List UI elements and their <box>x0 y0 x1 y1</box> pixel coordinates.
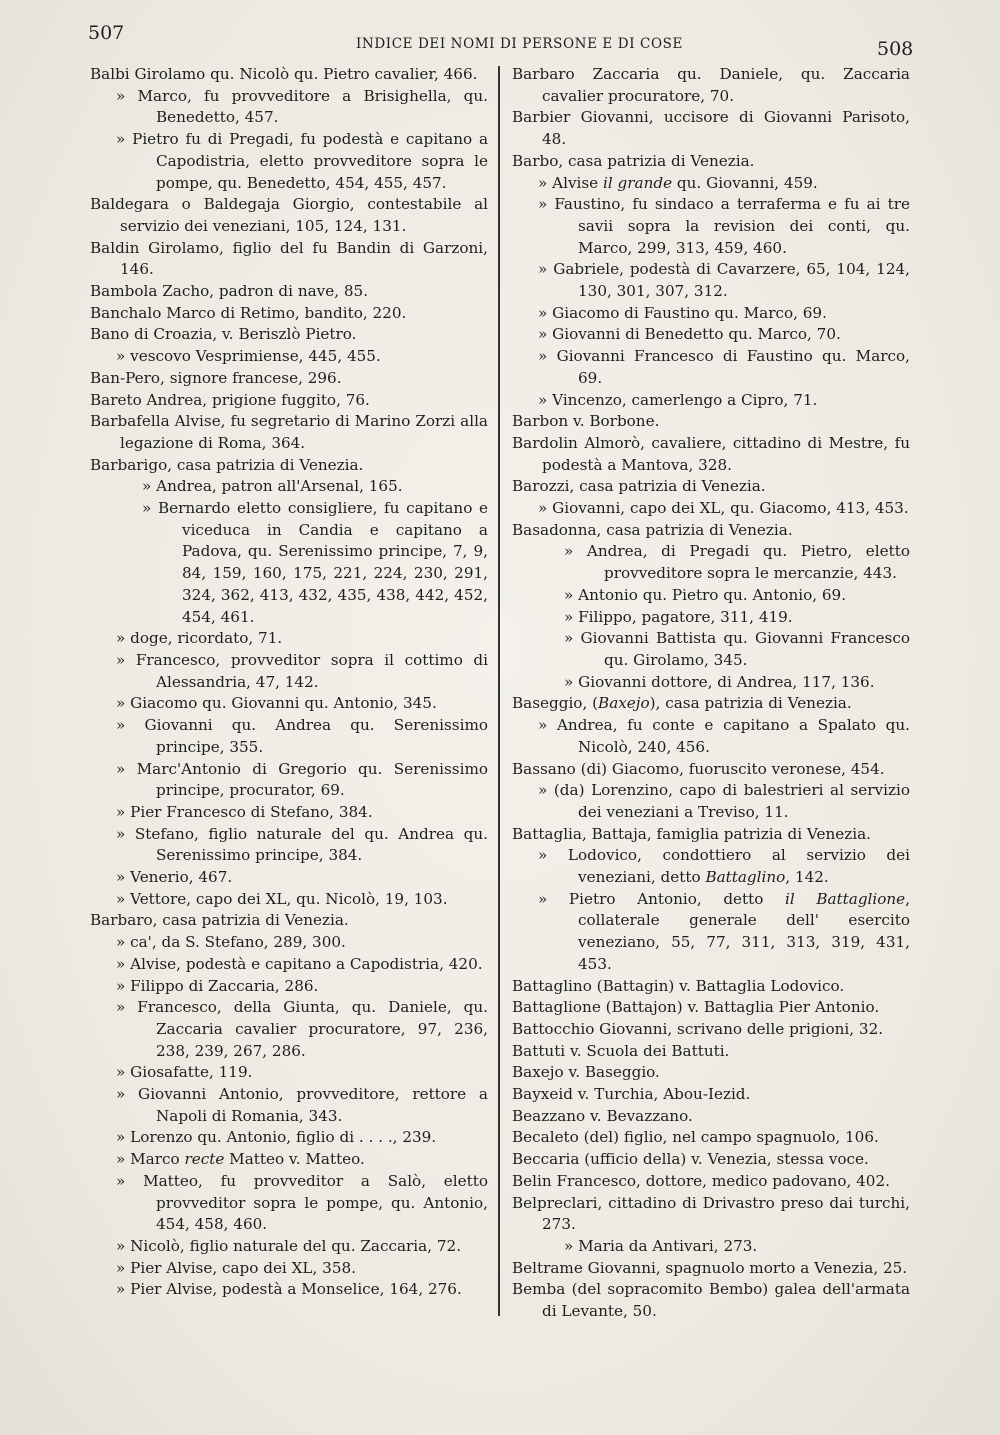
index-entry <box>512 1171 910 1193</box>
index-subentry <box>512 845 910 888</box>
index-subentry <box>90 715 488 758</box>
entry-text: » doge, ricordato, 71. <box>116 629 283 648</box>
index-entry <box>512 759 910 781</box>
index-subentry <box>512 173 910 195</box>
index-subentry <box>90 889 488 911</box>
index-subentry <box>90 954 488 976</box>
entry-text: Baldin Girolamo, figlio del fu Bandin di Garzoni, 146. <box>90 238 488 279</box>
entry-text: Battaglione (Battajon) v. Battaglia Pier Antonio. <box>512 998 880 1017</box>
entry-text: » Giovanni di Benedetto qu. Marco, 70. <box>538 325 841 344</box>
index-entry <box>512 411 910 433</box>
entry-text: Barbafella Alvise, fu segretario di Marino Zorzi alla legazione di Roma, 364. <box>90 412 488 452</box>
index-entry <box>512 1279 910 1322</box>
index-entry <box>90 281 488 303</box>
entry-text: Bardolin Almorò, cavaliere, cittadino di Mestre, fu podestà a Mantova, 328. <box>512 433 910 474</box>
entry-text: » Marco, fu provveditore a Brisighella, qu. Benedetto, 457. <box>116 86 488 127</box>
entry-text: il grande <box>603 173 673 192</box>
entry-text: » Giovanni Antonio, provveditore, rettore a Napoli di Romania, 343. <box>116 1085 488 1125</box>
entry-text: » Giovanni dottore, di Andrea, 117, 136. <box>564 672 875 691</box>
entry-text: Bassano (di) Giacomo, fuoruscito veronese, 454. <box>512 759 885 778</box>
entry-text: Battaglino <box>705 868 786 887</box>
index-subentry <box>90 1279 488 1301</box>
index-column-left <box>90 64 488 1301</box>
entry-text: » (da) Lorenzino, capo di balestrieri al servizio dei veneziani a Treviso, 11. <box>538 781 910 821</box>
entry-text: » Vincenzo, camerlengo a Cipro, 71. <box>538 390 818 409</box>
entry-text: Basadonna, casa patrizia di Venezia. <box>512 520 793 539</box>
index-subentry <box>90 824 488 867</box>
entry-text: Belin Francesco, dottore, medico padovano, 402. <box>512 1171 890 1190</box>
entry-text: Bano di Croazia, v. Beriszlò Pietro. <box>90 325 357 344</box>
entry-text: Barbon v. Borbone. <box>512 412 660 431</box>
entry-text: » Giovanni Battista qu. Giovanni Francesco qu. Girolamo, 345. <box>564 629 910 669</box>
index-entry <box>90 194 488 237</box>
entry-text: Battocchio Giovanni, scrivano delle prigioni, 32. <box>512 1019 884 1038</box>
entry-text: Barbaro, casa patrizia di Venezia. <box>90 911 349 930</box>
entry-text: » Giovanni, capo dei XL, qu. Giacomo, 413, 453. <box>538 499 909 518</box>
index-entry <box>512 976 910 998</box>
entry-text: Bambola Zacho, padron di nave, 85. <box>90 282 369 301</box>
index-entry <box>90 324 488 346</box>
index-subentry <box>90 129 488 194</box>
entry-text: » Nicolò, figlio naturale del qu. Zaccaria, 72. <box>116 1236 462 1255</box>
entry-text: » Pier Alvise, capo dei XL, 358. <box>116 1258 356 1277</box>
index-subentry <box>90 1171 488 1236</box>
index-entry <box>512 1062 910 1084</box>
index-entry <box>512 476 910 498</box>
index-subentry <box>512 715 910 758</box>
entry-text: » Alvise <box>538 173 603 192</box>
entry-text: Baldegara o Baldegaja Giorgio, contestabile al servizio dei veneziani, 105, 124, 131. <box>90 195 488 235</box>
entry-text: Beltrame Giovanni, spagnuolo morto a Venezia, 25. <box>512 1258 908 1277</box>
index-subentry <box>90 759 488 802</box>
index-subentry <box>512 1236 910 1258</box>
index-subentry <box>90 498 488 628</box>
index-subentry <box>90 976 488 998</box>
entry-text: » Maria da Antivari, 273. <box>564 1236 758 1255</box>
entry-text: Barozzi, casa patrizia di Venezia. <box>512 477 766 496</box>
entry-text: Baseggio, ( <box>512 694 599 713</box>
entry-text: » Filippo, pagatore, 311, 419. <box>564 607 793 626</box>
entry-text: il Battaglione <box>785 889 906 908</box>
index-entry <box>90 64 488 86</box>
entry-text: Balbi Girolamo qu. Nicolò qu. Pietro cavalier, 466. <box>90 65 478 83</box>
entry-text: , 142. <box>785 868 829 887</box>
index-entry <box>90 238 488 281</box>
entry-text: » Andrea, fu conte e capitano a Spalato qu. Nicolò, 240, 456. <box>538 716 910 756</box>
index-entry <box>90 303 488 325</box>
index-subentry <box>90 650 488 693</box>
index-subentry <box>90 932 488 954</box>
entry-text: » Marc'Antonio di Gregorio qu. Serenissimo principe, procurator, 69. <box>116 759 488 800</box>
index-subentry <box>90 628 488 650</box>
entry-text: » Matteo, fu provveditor a Salò, eletto provveditor sopra le pompe, qu. Antonio, 454, 458, 460. <box>116 1171 488 1234</box>
index-subentry <box>512 303 910 325</box>
entry-text: » Marco <box>116 1150 185 1169</box>
index-entry <box>512 1084 910 1106</box>
entry-text: Bayxeid v. Turchia, Abou-Iezid. <box>512 1085 751 1104</box>
index-entry <box>512 1127 910 1149</box>
index-entry <box>512 1041 910 1063</box>
entry-text: » Pier Alvise, podestà a Monselice, 164, 276. <box>116 1280 462 1299</box>
entry-text: » Lorenzo qu. Antonio, figlio di . . . ., 239. <box>116 1128 437 1147</box>
entry-text: Battuti v. Scuola dei Battuti. <box>512 1041 730 1060</box>
index-subentry <box>90 997 488 1062</box>
entry-text: Matteo v. Matteo. <box>224 1150 365 1169</box>
entry-text: » Francesco, della Giunta, qu. Daniele, qu. Zaccaria cavalier procuratore, 97, 236, 238, 239, 267, 286. <box>116 998 488 1060</box>
index-entry <box>512 824 910 846</box>
index-subentry <box>90 1236 488 1258</box>
index-entry <box>512 1149 910 1171</box>
entry-text: » Giosafatte, 119. <box>116 1063 253 1082</box>
index-subentry <box>90 867 488 889</box>
index-column-right <box>512 64 910 1323</box>
page-number-right: 508 <box>877 38 914 60</box>
entry-text: Baxejo <box>598 694 650 713</box>
index-subentry <box>512 498 910 520</box>
index-subentry <box>90 802 488 824</box>
entry-text: » Stefano, figlio naturale del qu. Andrea qu. Serenissimo principe, 384. <box>116 824 488 865</box>
entry-text: » Andrea, patron all'Arsenal, 165. <box>142 477 403 496</box>
index-entry <box>512 151 910 173</box>
index-subentry <box>90 1149 488 1171</box>
index-entry <box>90 455 488 477</box>
entry-text: Beccaria (ufficio della) v. Venezia, stessa voce. <box>512 1150 869 1169</box>
index-subentry <box>512 585 910 607</box>
index-entry <box>512 693 910 715</box>
entry-text: Beazzano v. Bevazzano. <box>512 1106 693 1125</box>
index-entry <box>512 1193 910 1236</box>
index-subentry <box>90 1258 488 1280</box>
entry-text: » Filippo di Zaccaria, 286. <box>116 976 319 995</box>
entry-text: » Lodovico, condottiero al servizio dei veneziani, detto <box>538 846 910 887</box>
entry-text: » Pietro fu di Pregadi, fu podestà e capitano a Capodistria, eletto provveditore sopra le pompe, qu. Benedetto, 454, 455, 457. <box>116 130 488 192</box>
entry-text: Belpreclari, cittadino di Drivastro preso dai turchi, 273. <box>512 1193 910 1234</box>
entry-text: » Giovanni Francesco di Faustino qu. Marco, 69. <box>538 347 910 387</box>
index-entry <box>512 997 910 1019</box>
entry-text: » Faustino, fu sindaco a terraferma e fu ai tre savii sopra la revision dei conti, qu. Marco, 299, 313, 459, 460. <box>538 195 910 257</box>
entry-text: Battaglia, Battaja, famiglia patrizia di Venezia. <box>512 824 871 843</box>
index-entry <box>512 433 910 476</box>
index-subentry <box>512 194 910 259</box>
entry-text: , collaterale generale dell' esercito veneziano, 55, 77, 311, 313, 319, 431, 453. <box>578 889 911 973</box>
index-entry <box>512 1258 910 1280</box>
index-subentry <box>512 628 910 671</box>
entry-text: Barbier Giovanni, uccisore di Giovanni Parisoto, 48. <box>512 108 910 149</box>
index-entry <box>512 64 910 107</box>
entry-text: Battaglino (Battagin) v. Battaglia Lodovico. <box>512 976 845 995</box>
index-subentry <box>512 780 910 823</box>
index-subentry <box>512 607 910 629</box>
entry-text: » Vettore, capo dei XL, qu. Nicolò, 19, 103. <box>116 889 448 908</box>
index-entry <box>90 368 488 390</box>
index-entry <box>90 910 488 932</box>
entry-text: » Alvise, podestà e capitano a Capodistria, 420. <box>116 954 483 973</box>
index-entry <box>512 1019 910 1041</box>
index-subentry <box>512 259 910 302</box>
entry-text: » ca', da S. Stefano, 289, 300. <box>116 933 346 952</box>
entry-text: recte <box>184 1150 225 1169</box>
index-subentry <box>90 1127 488 1149</box>
entry-text: » vescovo Vesprimiense, 445, 455. <box>116 347 381 366</box>
entry-text: Becaleto (del) figlio, nel campo spagnuolo, 106. <box>512 1128 879 1147</box>
index-subentry <box>512 541 910 584</box>
index-subentry <box>90 693 488 715</box>
entry-text: » Pietro Antonio, detto <box>538 889 786 908</box>
entry-text: » Francesco, provveditor sopra il cottimo di Alessandria, 47, 142. <box>116 650 488 691</box>
entry-text: Ban-Pero, signore francese, 296. <box>90 368 342 387</box>
entry-text: » Gabriele, podestà di Cavarzere, 65, 104, 124, 130, 301, 307, 312. <box>538 260 910 301</box>
index-entry <box>90 390 488 412</box>
entry-text: Barbarigo, casa patrizia di Venezia. <box>90 455 364 474</box>
entry-text: Baxejo v. Baseggio. <box>512 1063 660 1082</box>
index-subentry <box>90 1084 488 1127</box>
index-subentry <box>512 672 910 694</box>
entry-text: Barbaro Zaccaria qu. Daniele, qu. Zaccaria cavalier procuratore, 70. <box>512 65 910 105</box>
entry-text: » Bernardo eletto consigliere, fu capitano e viceduca in Candia e capitano a Padova, qu. Serenissimo principe, 7, 9, 84, 159, 160, 175, 221, 224, 230, 291, 324, 362, 413, 432, 435, 438, 442, 452, 454, 461. <box>142 499 488 626</box>
index-entry <box>90 411 488 454</box>
entry-text: » Giacomo qu. Giovanni qu. Antonio, 345. <box>116 694 437 713</box>
index-subentry <box>90 346 488 368</box>
page-number-left: 507 <box>88 22 125 44</box>
entry-text: qu. Giovanni, 459. <box>672 173 818 192</box>
index-entry <box>512 520 910 542</box>
entry-text: Bareto Andrea, prigione fuggito, 76. <box>90 390 370 409</box>
entry-text: » Antonio qu. Pietro qu. Antonio, 69. <box>564 585 847 604</box>
entry-text: » Giovanni qu. Andrea qu. Serenissimo principe, 355. <box>116 716 488 756</box>
entry-text: » Venerio, 467. <box>116 868 233 887</box>
entry-text: » Pier Francesco di Stefano, 384. <box>116 802 373 821</box>
index-entry <box>512 1106 910 1128</box>
entry-text: » Giacomo di Faustino qu. Marco, 69. <box>538 303 827 322</box>
index-subentry <box>90 476 488 498</box>
index-subentry <box>512 889 910 976</box>
entry-text: Bemba (del sopracomito Bembo) galea dell'armata di Levante, 50. <box>512 1280 910 1321</box>
column-divider <box>498 66 500 1316</box>
index-subentry <box>512 346 910 389</box>
entry-text: » Andrea, di Pregadi qu. Pietro, eletto provveditore sopra le mercanzie, 443. <box>564 542 910 583</box>
index-subentry <box>512 324 910 346</box>
index-subentry <box>90 86 488 129</box>
index-subentry <box>90 1062 488 1084</box>
running-title: INDICE DEI NOMI DI PERSONE E DI COSE <box>356 36 683 52</box>
entry-text: Banchalo Marco di Retimo, bandito, 220. <box>90 303 407 322</box>
entry-text: ), casa patrizia di Venezia. <box>649 694 852 713</box>
index-subentry <box>512 390 910 412</box>
entry-text: Barbo, casa patrizia di Venezia. <box>512 151 755 170</box>
index-entry <box>512 107 910 150</box>
